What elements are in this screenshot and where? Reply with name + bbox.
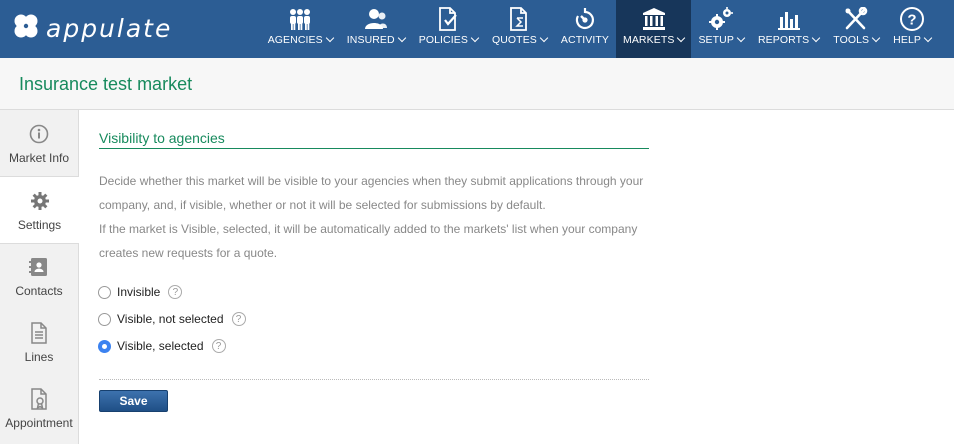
- nav-policies[interactable]: [412, 0, 485, 58]
- tab-label: Settings: [17, 218, 62, 232]
- lines-icon: [29, 321, 49, 345]
- nav-label-agencies: AGENCIES: [267, 34, 323, 46]
- nav-label-quotes: QUOTES: [491, 34, 537, 46]
- contacts-icon: [28, 255, 50, 279]
- chevron-down-icon: [326, 34, 334, 42]
- help-icon[interactable]: ?: [232, 312, 246, 326]
- tools-icon: [842, 7, 870, 31]
- quotes-icon: [505, 7, 533, 31]
- nav-markets[interactable]: [616, 0, 691, 58]
- tab-contacts[interactable]: [0, 243, 78, 309]
- reports-icon: [775, 7, 803, 31]
- section-title-visibility: Visibility to agencies: [99, 130, 649, 149]
- agencies-icon: [286, 7, 314, 31]
- tab-label: Market Info: [8, 151, 70, 165]
- nav-label-reports: REPORTS: [757, 34, 810, 46]
- page-header: [0, 58, 954, 110]
- gear-icon: [30, 189, 50, 213]
- nav-label-markets: MARKETS: [622, 34, 675, 46]
- insured-icon: [362, 7, 390, 31]
- description-line: If the market is Visible, selected, it will be automatically added to the markets' list when your company: [99, 222, 638, 236]
- policies-icon: [434, 7, 462, 31]
- option-label: Visible, selected: [117, 339, 204, 353]
- nav-tools[interactable]: [826, 0, 886, 58]
- option-label: Invisible: [117, 285, 161, 299]
- chevron-down-icon: [872, 34, 880, 42]
- main-nav: [261, 0, 938, 58]
- nav-label-setup: SETUP: [698, 34, 734, 46]
- help-icon[interactable]: ?: [168, 285, 182, 299]
- nav-label-tools: TOOLS: [833, 34, 870, 46]
- help-icon[interactable]: ?: [212, 339, 226, 353]
- chevron-down-icon: [812, 34, 820, 42]
- divider: [99, 379, 649, 380]
- side-tabs: [0, 110, 79, 444]
- brand-name: appulate: [46, 13, 173, 43]
- nav-label-policies: POLICIES: [418, 34, 468, 46]
- info-icon: [29, 122, 49, 146]
- nav-help[interactable]: [886, 0, 938, 58]
- setup-icon: [707, 7, 735, 31]
- description-line: Decide whether this market will be visible to your agencies when they submit applications through your: [99, 174, 644, 188]
- chevron-down-icon: [737, 34, 745, 42]
- tab-label: Contacts: [15, 284, 63, 298]
- nav-insured[interactable]: [340, 0, 412, 58]
- option-visible-selected[interactable]: [98, 339, 226, 353]
- clover-logo-icon: [12, 12, 40, 45]
- nav-setup[interactable]: [691, 0, 751, 58]
- option-label: Visible, not selected: [117, 312, 224, 326]
- help-icon: [898, 7, 926, 31]
- option-invisible[interactable]: [98, 285, 182, 299]
- save-button[interactable]: Save: [99, 390, 168, 412]
- nav-agencies[interactable]: [261, 0, 340, 58]
- tab-appointment[interactable]: [0, 375, 78, 441]
- option-visible-not-selected[interactable]: [98, 312, 246, 326]
- chevron-down-icon: [540, 34, 548, 42]
- nav-quotes[interactable]: [485, 0, 554, 58]
- description-line: creates new requests for a quote.: [99, 246, 278, 260]
- description-line: company, and, if visible, whether or not it will be selected for submissions by default.: [99, 198, 546, 212]
- tab-settings[interactable]: [0, 176, 79, 244]
- radio-invisible[interactable]: [98, 286, 111, 299]
- nav-reports[interactable]: [751, 0, 826, 58]
- chevron-down-icon: [924, 34, 932, 42]
- tab-label: Appointment: [5, 416, 73, 430]
- radio-visible-selected[interactable]: [98, 340, 111, 353]
- nav-label-activity: ACTIVITY: [560, 34, 609, 46]
- markets-icon: [640, 7, 668, 31]
- nav-label-insured: INSURED: [346, 34, 395, 46]
- activity-icon: [571, 7, 599, 31]
- top-navigation-bar: [0, 0, 954, 58]
- tab-market-info[interactable]: [0, 110, 78, 176]
- appointment-icon: [29, 387, 49, 411]
- chevron-down-icon: [677, 34, 685, 42]
- tab-label: Lines: [24, 350, 54, 364]
- appulate-logo[interactable]: [12, 12, 172, 44]
- page-title: Insurance test market: [19, 74, 193, 94]
- nav-activity[interactable]: [554, 0, 616, 58]
- chevron-down-icon: [397, 34, 405, 42]
- chevron-down-icon: [471, 34, 479, 42]
- svg-text:?: ?: [907, 11, 917, 29]
- radio-visible-not-selected[interactable]: [98, 313, 111, 326]
- nav-label-help: HELP: [893, 34, 921, 46]
- tab-lines[interactable]: [0, 309, 78, 375]
